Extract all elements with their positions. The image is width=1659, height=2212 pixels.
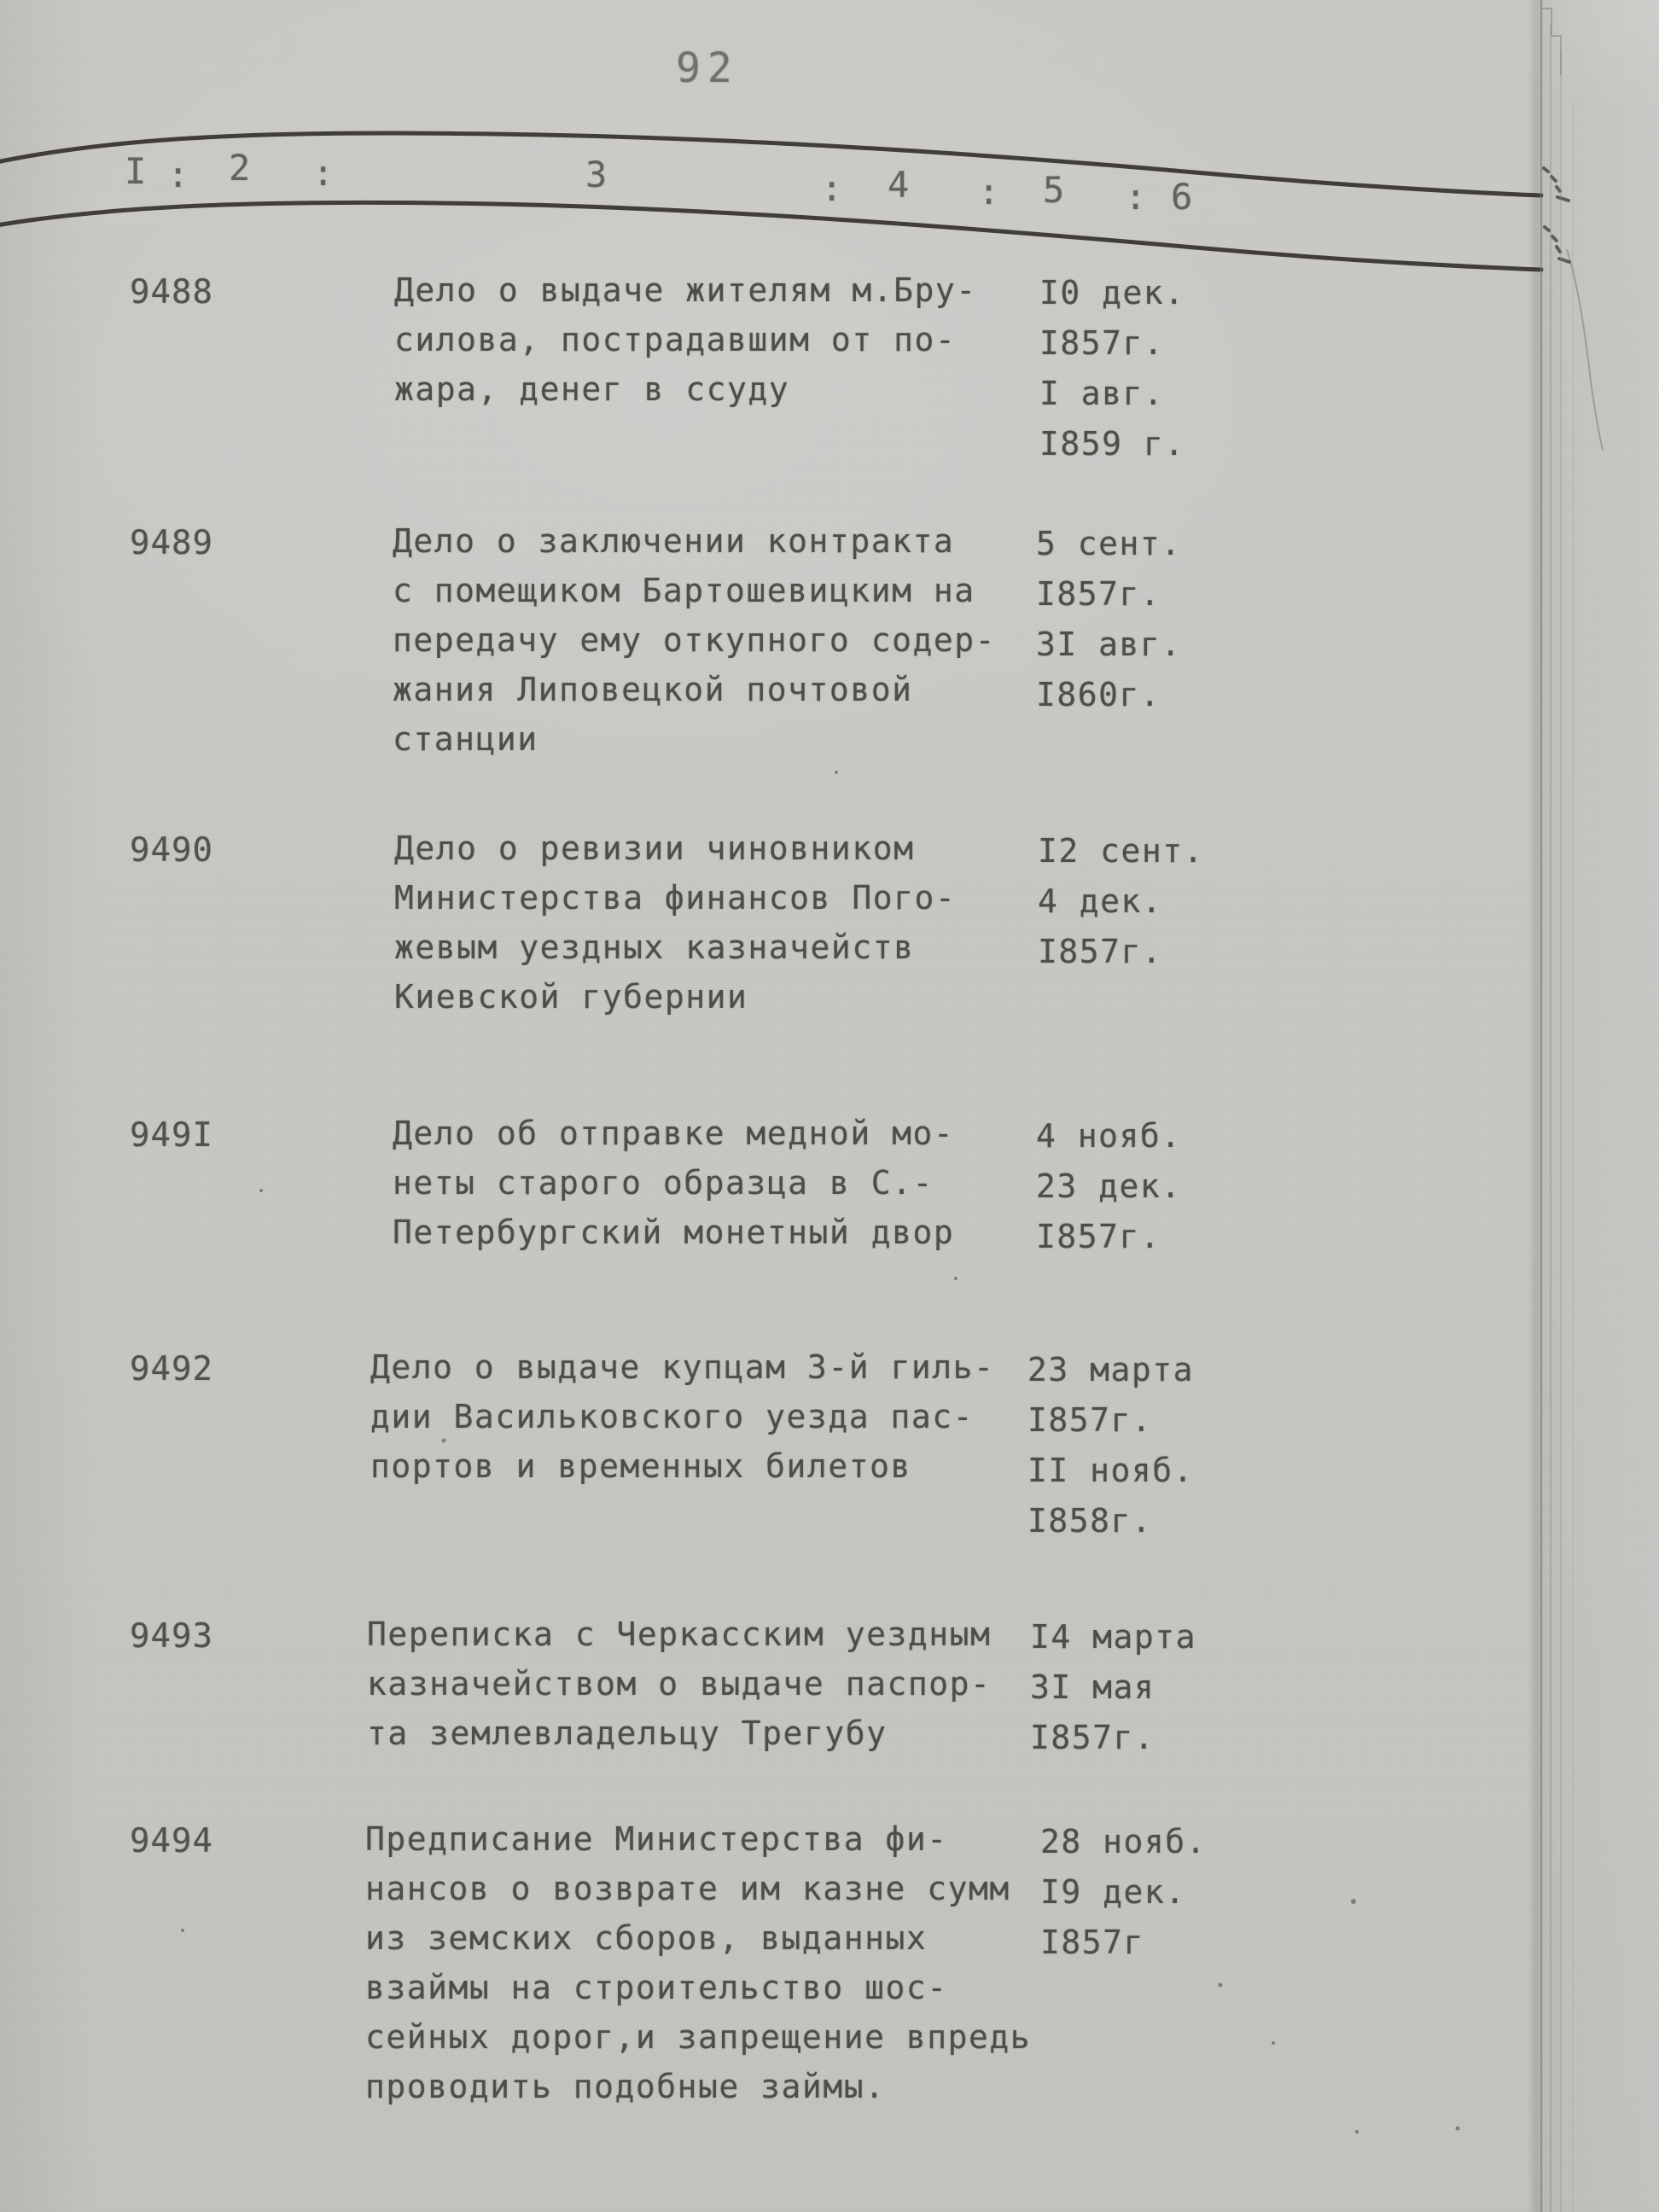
case-number: 9489 bbox=[130, 524, 213, 562]
column-number: : bbox=[1125, 176, 1147, 218]
case-number: 9488 bbox=[130, 273, 213, 311]
date-line: I857г. bbox=[1027, 1401, 1153, 1439]
case-description bbox=[367, 1615, 991, 1764]
case-dates bbox=[1036, 1117, 1182, 1268]
date-line: 3I авг. bbox=[1036, 626, 1182, 663]
case-dates bbox=[1038, 832, 1204, 983]
description-line: Дело о выдаче купцам 3-й гиль- bbox=[370, 1348, 995, 1386]
date-line: I857г. bbox=[1030, 1719, 1155, 1756]
description-line: дии Васильковского уезда пас- bbox=[370, 1398, 974, 1435]
case-number: 9493 bbox=[130, 1617, 213, 1656]
date-line: I0 дек. bbox=[1039, 274, 1185, 311]
case-description bbox=[394, 830, 956, 1027]
case-description bbox=[370, 1348, 994, 1497]
description-line: жевым уездных казначейств bbox=[394, 928, 915, 966]
date-line: I857г. bbox=[1036, 575, 1161, 613]
description-line: передачу ему откупного содер- bbox=[393, 621, 996, 659]
column-number: : bbox=[978, 171, 1000, 212]
column-number: 3 bbox=[585, 154, 608, 195]
description-line: Дело об отправке медной мо- bbox=[393, 1115, 955, 1152]
date-line: I857г bbox=[1040, 1924, 1144, 1961]
column-number: : bbox=[312, 152, 335, 194]
date-line: 3I мая bbox=[1030, 1668, 1155, 1706]
table-rule-line-bottom bbox=[0, 202, 1541, 270]
description-line: взаймы на строительство шос- bbox=[365, 1969, 948, 2006]
date-line: I857г. bbox=[1038, 933, 1163, 970]
description-line: проводить подобные займы. bbox=[365, 2068, 886, 2105]
description-line: Петербургский монетный двор bbox=[393, 1214, 955, 1251]
column-number: I bbox=[125, 150, 147, 192]
case-number: 9492 bbox=[130, 1350, 213, 1388]
case-dates bbox=[1036, 525, 1182, 726]
case-description bbox=[393, 1115, 954, 1263]
column-number: 6 bbox=[1171, 176, 1193, 218]
date-line: 4 дек. bbox=[1038, 882, 1163, 920]
description-line: Дело о выдаче жителям м.Бру- bbox=[394, 271, 977, 309]
description-line: Переписка с Черкасским уездным bbox=[367, 1615, 992, 1653]
description-line: жания Липовецкой почтовой bbox=[393, 671, 913, 708]
date-line: 5 сент. bbox=[1036, 525, 1182, 562]
date-line: I857г. bbox=[1039, 324, 1165, 362]
case-number: 9494 bbox=[130, 1822, 213, 1860]
case-dates bbox=[1040, 1823, 1207, 1974]
column-number: 2 bbox=[229, 147, 251, 189]
book-page-edges bbox=[1528, 0, 1659, 2212]
date-line: I857г. bbox=[1036, 1218, 1161, 1255]
description-line: неты старого образца в С.- bbox=[393, 1164, 934, 1202]
case-description bbox=[365, 1820, 1031, 2117]
column-number: 4 bbox=[888, 164, 910, 206]
description-line: Дело о заключении контракта bbox=[393, 522, 955, 560]
column-number: 5 bbox=[1043, 169, 1065, 211]
description-line: силова, пострадавшим от по- bbox=[394, 321, 957, 358]
description-line: из земских сборов, выданных bbox=[365, 1919, 928, 1957]
description-line: портов и временных билетов bbox=[370, 1447, 911, 1485]
page-number: 92 bbox=[676, 44, 739, 92]
description-line: Предписание Министерства фи- bbox=[365, 1820, 948, 1858]
description-line: с помещиком Бартошевицким на bbox=[393, 572, 975, 609]
description-line: сейных дорог,и запрещение впредь bbox=[365, 2018, 1032, 2056]
case-description bbox=[394, 271, 977, 420]
description-line: нансов о возврате им казне сумм bbox=[365, 1870, 1010, 1907]
description-line: та землевладельцу Трегубу bbox=[367, 1714, 888, 1752]
date-line: I2 сент. bbox=[1038, 832, 1205, 870]
date-line: I860г. bbox=[1036, 676, 1161, 713]
case-number: 9490 bbox=[130, 831, 213, 870]
description-line: казначейством о выдаче паспор- bbox=[367, 1665, 992, 1703]
date-line: 4 нояб. bbox=[1036, 1117, 1182, 1155]
column-number: : bbox=[167, 154, 189, 195]
date-line: I авг. bbox=[1039, 375, 1165, 412]
date-line: 28 нояб. bbox=[1040, 1823, 1208, 1860]
date-line: I858г. bbox=[1027, 1502, 1153, 1540]
case-description bbox=[393, 522, 996, 770]
date-line: I9 дек. bbox=[1040, 1873, 1186, 1911]
description-line: Киевской губернии bbox=[394, 978, 748, 1016]
date-line: I859 г. bbox=[1039, 425, 1185, 463]
case-dates bbox=[1039, 274, 1185, 475]
date-line: I4 марта bbox=[1030, 1618, 1197, 1656]
case-dates bbox=[1027, 1351, 1194, 1552]
column-number: : bbox=[821, 167, 843, 209]
description-line: станции bbox=[393, 720, 538, 758]
case-number: 949I bbox=[130, 1116, 213, 1155]
case-dates bbox=[1030, 1618, 1196, 1769]
date-line: 23 марта bbox=[1027, 1351, 1195, 1388]
description-line: Дело о ревизии чиновником bbox=[394, 830, 915, 867]
description-line: жара, денег в ссуду bbox=[394, 370, 790, 408]
date-line: II нояб. bbox=[1027, 1452, 1195, 1489]
description-line: Министерства финансов Пого- bbox=[394, 879, 957, 917]
date-line: 23 дек. bbox=[1036, 1167, 1182, 1205]
